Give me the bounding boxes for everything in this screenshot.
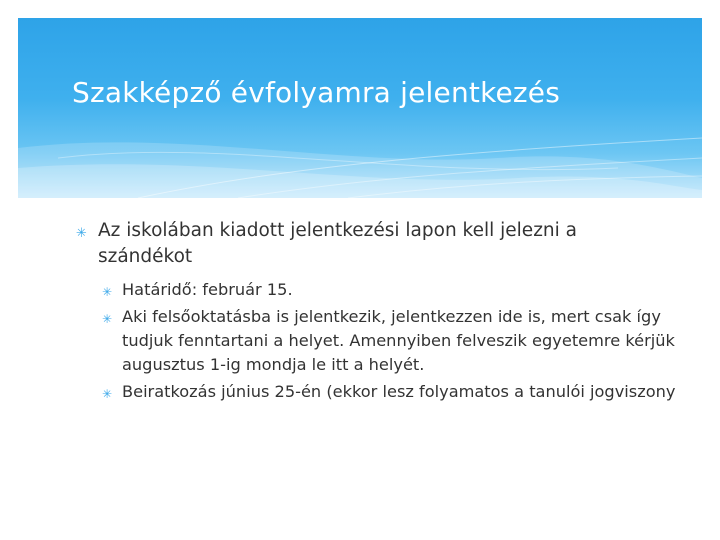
sub-bullet-list — [102, 278, 676, 404]
asterisk-bullet-icon: ✳ — [102, 285, 113, 299]
slide-content — [76, 218, 676, 407]
sub-bullet — [102, 278, 676, 302]
sub-bullet — [102, 380, 676, 404]
asterisk-bullet-icon: ✳ — [102, 387, 113, 401]
main-bullet-text: Az iskolában kiadott jelentkezési lapon kell jelezni a szándékot — [98, 220, 577, 267]
asterisk-bullet-icon: ✳ — [76, 226, 87, 241]
sub-bullet-text: Beiratkozás június 25-én (ekkor lesz folyamatos a tanulói jogviszony — [122, 382, 676, 401]
main-bullet — [76, 218, 676, 270]
sub-bullet-text: Aki felsőoktatásba is jelentkezik, jelentkezzen ide is, mert csak így tudjuk fenntartani a helyet. Amennyiben felveszik egyetemre kérjük augusztus 1-ig mondja le itt a helyét. — [122, 307, 675, 374]
sub-bullet — [102, 305, 676, 377]
sub-bullet-text: Határidő: február 15. — [122, 280, 293, 299]
title-banner — [18, 18, 702, 198]
asterisk-bullet-icon: ✳ — [102, 312, 113, 326]
slide-title: Szakképző évfolyamra jelentkezés — [72, 76, 561, 109]
